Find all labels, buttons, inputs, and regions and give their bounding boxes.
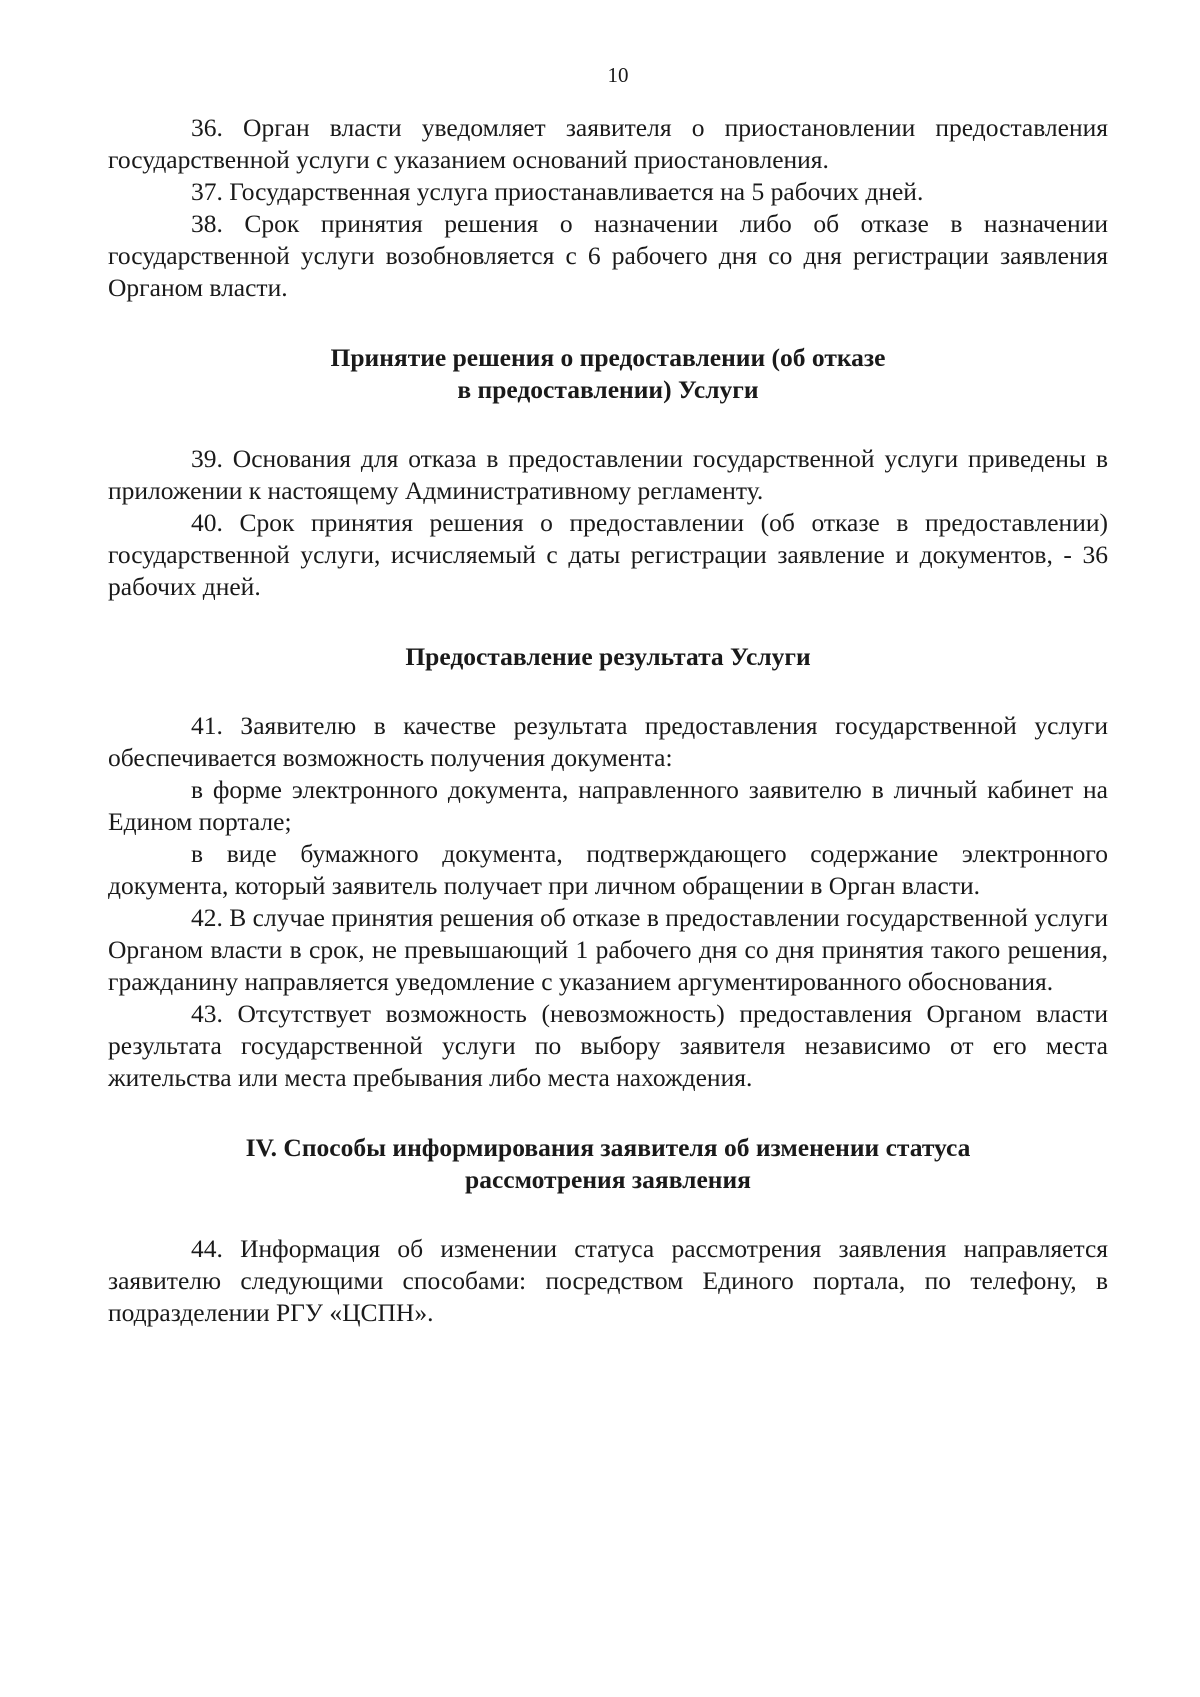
paragraph-37: 37. Государственная услуга приостанавливается на 5 рабочих дней. — [191, 177, 924, 206]
document-page — [108, 62, 1108, 1329]
section-heading-decision-line1: Принятие решения о предоставлении (об отказе — [330, 343, 886, 372]
paragraph-40: 40. Срок принятия решения о предоставлении (об отказе в предоставлении) государственной услуги, исчисляемый с даты регистрации заявление и документов, - 36 рабочих дней. — [108, 508, 1108, 601]
paragraph-41-paper: в виде бумажного документа, подтверждающего содержание электронного документа, который заявитель получает при личном обращении в Орган власти. — [108, 839, 1108, 900]
section-heading-result: Предоставление результата Услуги — [405, 642, 811, 671]
paragraph-38: 38. Срок принятия решения о назначении либо об отказе в назначении государственной услуги возобновляется с 6 рабочего дня со дня регистрации заявления Органом власти. — [108, 209, 1108, 302]
paragraph-42: 42. В случае принятия решения об отказе в предоставлении государственной услуги Органом власти в срок, не превышающий 1 рабочего дня со дня принятия такого решения, гражданину направляется уведомление с указанием аргументированного обоснования. — [108, 903, 1108, 996]
section-heading-decision — [108, 342, 1108, 406]
section-heading-status-line2: рассмотрения заявления — [465, 1165, 751, 1194]
paragraph-43: 43. Отсутствует возможность (невозможность) предоставления Органом власти результата государственной услуги по выбору заявителя независимо от его места жительства или места пребывания либо места нахождения. — [108, 999, 1108, 1092]
paragraph-44: 44. Информация об изменении статуса рассмотрения заявления направляется заявителю следующими способами: посредством Единого портала, по телефону, в подразделении РГУ «ЦСПН». — [108, 1234, 1108, 1327]
paragraph-36: 36. Орган власти уведомляет заявителя о приостановлении предоставления государственной услуги с указанием оснований приостановления. — [108, 113, 1108, 174]
page-number: 10 — [607, 63, 629, 87]
section-heading-decision-line2: в предоставлении) Услуги — [457, 375, 759, 404]
section-heading-status-line1: IV. Способы информирования заявителя об изменении статуса — [245, 1133, 971, 1162]
paragraph-41: 41. Заявителю в качестве результата предоставления государственной услуги обеспечивается возможность получения документа: — [108, 711, 1108, 772]
paragraph-41-electronic: в форме электронного документа, направленного заявителю в личный кабинет на Едином портале; — [108, 775, 1108, 836]
paragraph-39: 39. Основания для отказа в предоставлении государственной услуги приведены в приложении к настоящему Административному регламенту. — [108, 444, 1108, 505]
section-heading-status — [108, 1132, 1108, 1196]
